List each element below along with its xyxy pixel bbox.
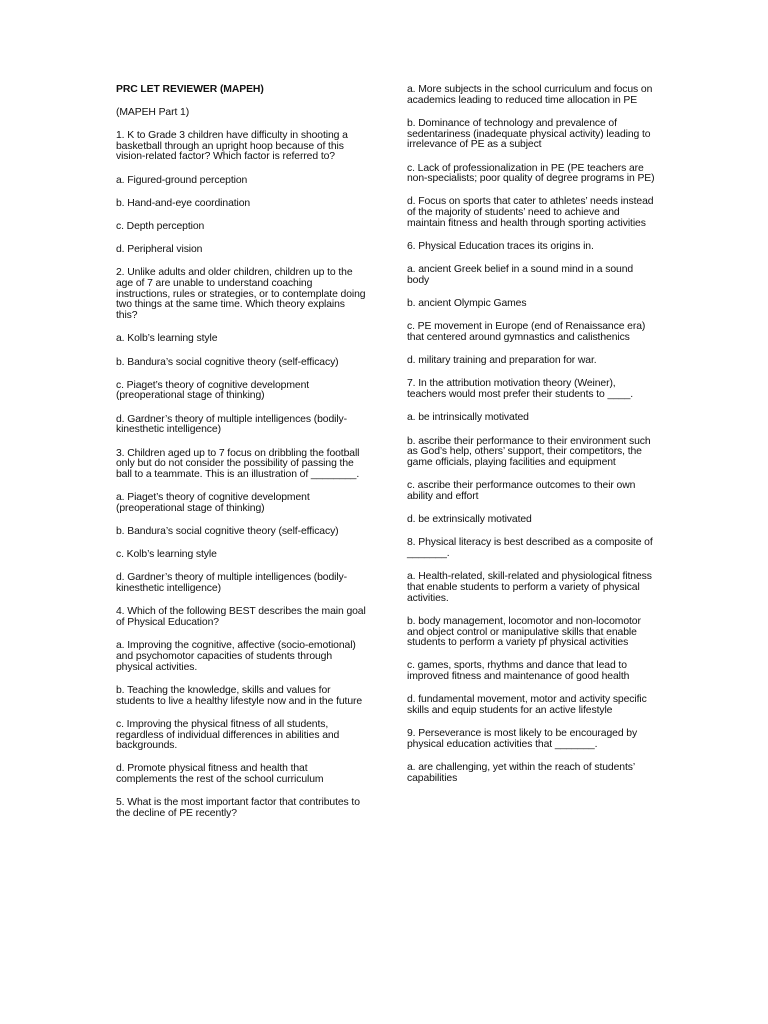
answer-option: b. Teaching the knowledge, skills and values for students to live a healthy lifestyle now and in the future <box>116 684 363 707</box>
question-text: 7. In the attribution motivation theory (Weiner), teachers would most prefer their students to ____. <box>407 378 634 401</box>
document-title: PRC LET REVIEWER (MAPEH) <box>116 84 264 95</box>
document-subtitle: (MAPEH Part 1) <box>116 106 190 118</box>
answer-option: b. ancient Olympic Games <box>407 298 527 310</box>
answer-option: a. are challenging, yet within the reach of students’ capabilities <box>407 762 635 784</box>
answer-option: a. Health-related, skill-related and physiological fitness that enable students to perform a variety of physical activities. <box>407 571 652 604</box>
answer-option: d. Promote physical fitness and health that complements the rest of the school curriculum <box>116 763 324 786</box>
answer-option: a. Kolb’s learning style <box>116 333 218 345</box>
answer-option: a. Figured-ground perception <box>116 174 248 186</box>
question-text: 2. Unlike adults and older children, children up to the age of 7 are unable to understand coaching instructions, rules or strategies, or to contemplate doing two things at the same time. Which theory explains this? <box>116 267 366 322</box>
answer-option: b. Hand-and-eye coordination <box>116 197 251 209</box>
answer-option: a. ancient Greek belief in a sound mind in a sound body <box>407 264 634 286</box>
question-text: 3. Children aged up to 7 focus on dribbling the football only but do not consider the possibility of passing the ball to a teammate. This is an illustration of ________. <box>116 447 360 480</box>
question-text: 8. Physical literacy is best described as a composite of _______. <box>407 537 653 559</box>
answer-option: b. Bandura’s social cognitive theory (self-efficacy) <box>116 356 339 368</box>
answer-option: a. Piaget’s theory of cognitive development (preoperational stage of thinking) <box>116 492 310 514</box>
left-paragraph-list <box>116 131 368 820</box>
question-text: 9. Perseverance is most likely to be encouraged by physical education activities that _______. <box>407 728 638 750</box>
answer-option: d. be extrinsically motivated <box>407 514 532 526</box>
answer-option: c. Piaget’s theory of cognitive development (preoperational stage of thinking) <box>116 379 310 402</box>
question-text: 5. What is the most important factor that contributes to the decline of PE recently? <box>116 797 360 820</box>
answer-option: b. Bandura’s social cognitive theory (self-efficacy) <box>116 526 339 538</box>
question-text: 1. K to Grade 3 children have difficulty in shooting a basketball through an upright hoop because of this vision-related factor? Which factor is referred to? <box>116 129 348 163</box>
answer-option: c. Depth perception <box>116 220 205 232</box>
answer-option: c. Lack of professionalization in PE (PE teachers are non-specialists; poor quality of degree programs in PE) <box>407 162 655 185</box>
answer-option: c. Kolb’s learning style <box>116 549 217 561</box>
answer-option: d. Gardner’s theory of multiple intelligences (bodily-kinesthetic intelligence) <box>116 413 348 436</box>
right-paragraph-list <box>407 85 657 785</box>
answer-option: c. PE movement in Europe (end of Renaissance era) that centered around gymnastics and calisthenics <box>407 321 646 344</box>
answer-option: d. Gardner’s theory of multiple intelligences (bodily-kinesthetic intelligence) <box>116 572 348 595</box>
right-column <box>407 85 657 797</box>
left-column <box>116 85 368 832</box>
question-text: 4. Which of the following BEST describes the main goal of Physical Education? <box>116 606 366 629</box>
answer-option: a. be intrinsically motivated <box>407 412 529 424</box>
answer-option: a. More subjects in the school curriculum and focus on academics leading to reduced time allocation in PE <box>407 84 653 106</box>
answer-option: b. body management, locomotor and non-locomotor and object control or manipulative skills that enable students to perform a variety pf physical activities <box>407 615 641 649</box>
question-text: 6. Physical Education traces its origins in. <box>407 241 594 253</box>
answer-option: d. Peripheral vision <box>116 244 203 256</box>
answer-option: d. Focus on sports that cater to athletes’ needs instead of the majority of students’ need to achieve and maintain fitness and health through sporting activities <box>407 196 654 229</box>
answer-option: a. Improving the cognitive, affective (socio-emotional) and psychomotor capacities of students through physical activities. <box>116 640 356 673</box>
answer-option: b. ascribe their performance to their environment such as God’s help, others’ support, their competitors, the game officials, playing facilities and equipment <box>407 435 651 468</box>
answer-option: b. Dominance of technology and prevalence of sedentariness (inadequate physical activity) leading to irrelevance of PE as a subject <box>407 117 651 151</box>
answer-option: d. military training and preparation for war. <box>407 355 597 367</box>
answer-option: c. Improving the physical fitness of all students, regardless of individual differences in abilities and backgrounds. <box>116 718 340 752</box>
answer-option: c. ascribe their performance outcomes to their own ability and effort <box>407 480 636 502</box>
answer-option: c. games, sports, rhythms and dance that lead to improved fitness and maintenance of good health <box>407 660 630 683</box>
answer-option: d. fundamental movement, motor and activity specific skills and equip students for an active lifestyle <box>407 694 647 717</box>
